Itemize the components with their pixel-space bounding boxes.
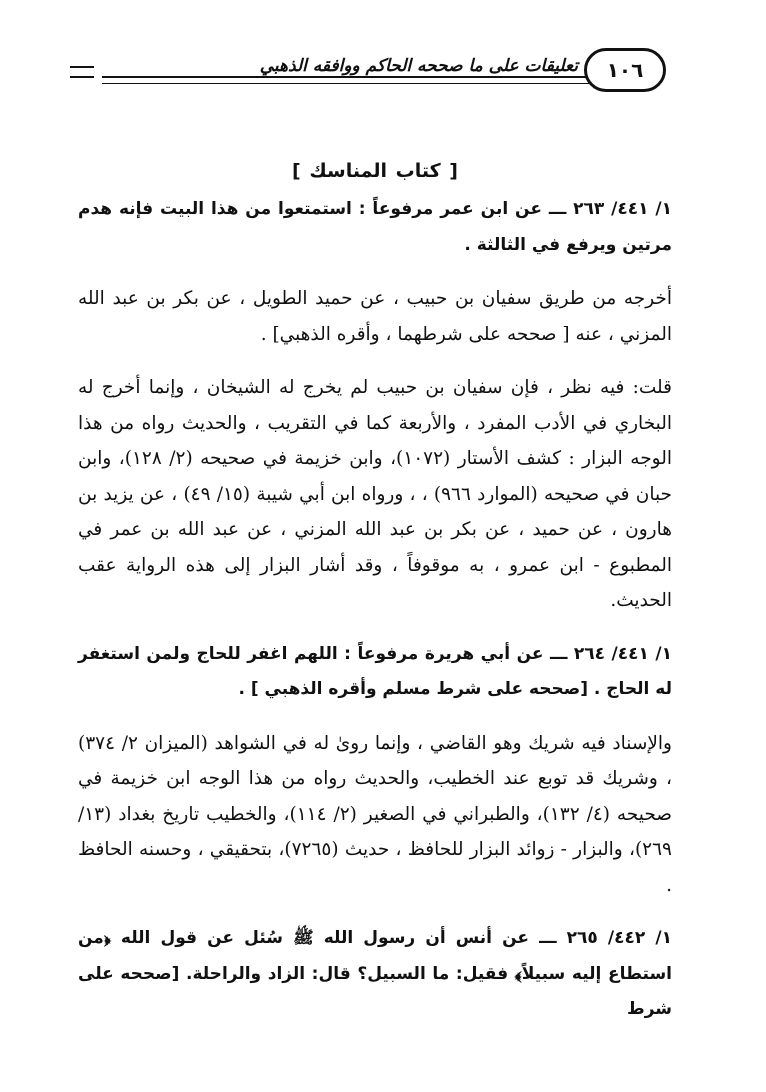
commentary-264-note: والإسناد فيه شريك وهو القاضي ، وإنما روىٰ له في الشواهد (الميزان ٢/ ٣٧٤) ، وشريك قد توبع عند الخطيب، والحديث رواه من هذا الوجه ابن خزيمة في صحيحه (٤/ ١٣٢)، والطبراني في الصغير (٢/ ١١٤)، والخطيب تاريخ بغداد (١٣/ ٢٦٩)، والبزار - زوائد البزار للحافظ ، حديث (٧٢٦٥)، بتحقيقي ، وحسنه الحافظ . xyxy=(78,732,672,896)
section-title: [ كتاب المناسك ] xyxy=(292,160,458,182)
header-double-rule-left xyxy=(70,66,94,78)
commentary-263-source: أخرجه من طريق سفيان بن حبيب ، عن حميد الطويل ، عن بكر بن عبد الله المزني ، عنه [ صححه على شرطهما ، وأقره الذهبي] . xyxy=(78,288,672,345)
running-title: تعليقات على ما صححه الحاكم ووافقه الذهبي xyxy=(259,56,578,76)
hadith-263: ١/ ٤٤١/ ٢٦٣ ـــ عن ابن عمر مرفوعاً : استمتعوا من هذا البيت فإنه هدم مرتين ويرفع في الثالثة . xyxy=(78,199,672,255)
hadith-264: ١/ ٤٤١/ ٢٦٤ ـــ عن أبي هريرة مرفوعاً : اللهم اغفر للحاج ولمن استغفر له الحاج . [صححه على شرط مسلم وأقره الذهبي ] . xyxy=(78,643,672,699)
page-header xyxy=(70,44,670,90)
header-rule xyxy=(102,76,592,84)
page-number: ١٠٦ xyxy=(584,48,666,92)
page-body xyxy=(78,160,672,1028)
hadith-265: ١/ ٤٤٢/ ٢٦٥ ـــ عن أنس أن رسول الله ﷺ سُئل عن قول الله ﴿من استطاع إليه سبيلاً﴾ فقيل: ما السبيل؟ قال: الزاد والراحلة. [صححه على شرط xyxy=(78,928,672,1019)
commentary-263-note: قلت: فيه نظر ، فإن سفيان بن حبيب لم يخرج له الشيخان ، وإنما أخرج له البخاري في الأدب المفرد ، والأربعة كما في التقريب ، والحديث رواه من هذا الوجه البزار : كشف الأستار (١٠٧٢)، وابن خزيمة في صحيحه (٢/ ١٢٨)، وابن حبان في صحيحه (الموارد ٩٦٦) ، ، ورواه ابن أبي شيبة (١٥/ ٤٩) ، عن يزيد بن هارون ، عن حميد ، عن بكر بن عبد الله المزني ، عن عبد الله بن عمر في المطبوع - ابن عمرو ، به موقوفاً ، وقد أشار البزار إلى هذه الرواية عقب الحديث. xyxy=(78,377,672,611)
